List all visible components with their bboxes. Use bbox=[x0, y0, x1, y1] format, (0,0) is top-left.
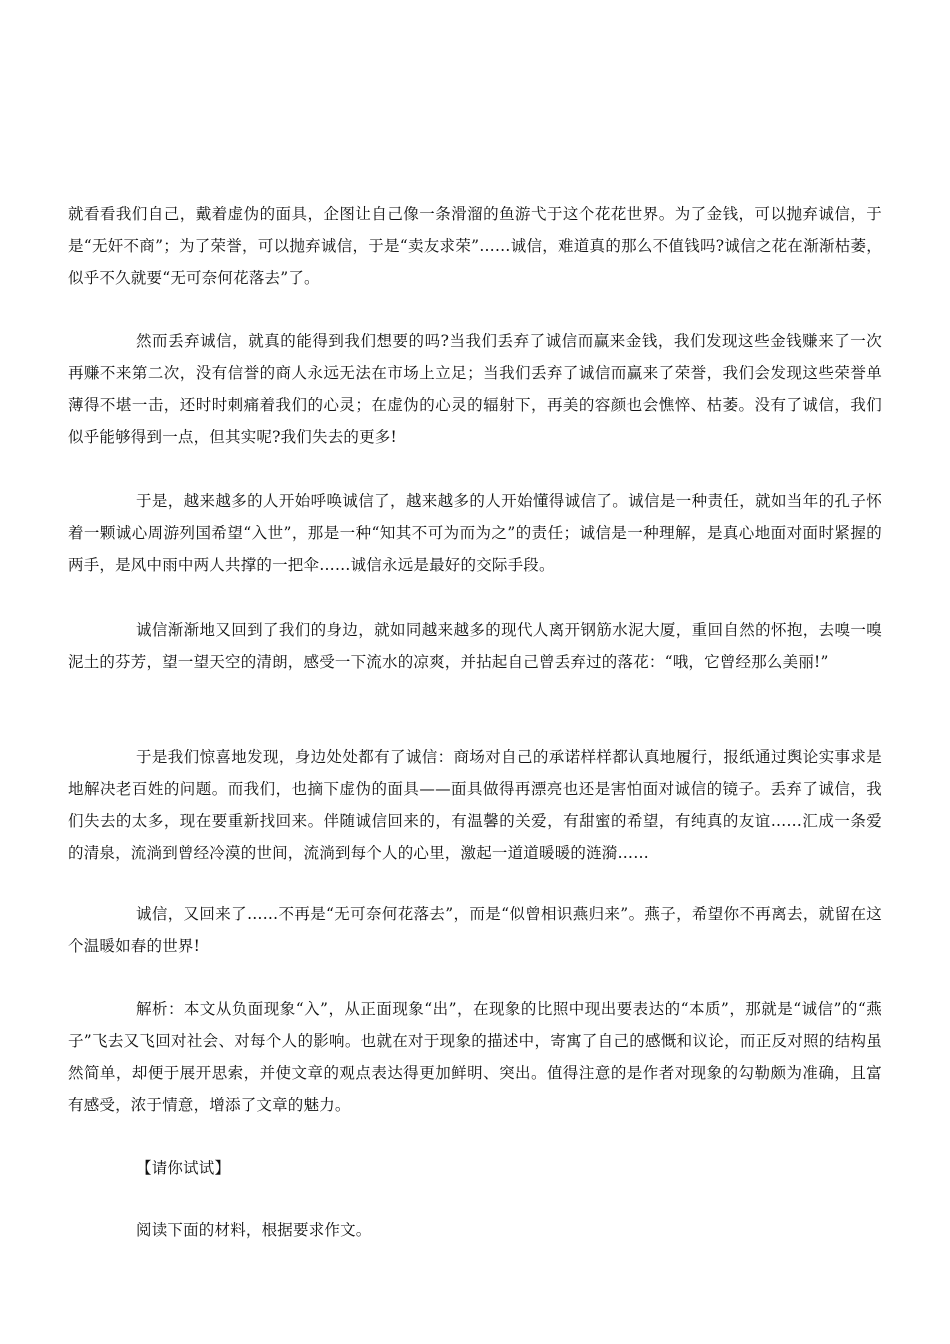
body-paragraph-5: 于是我们惊喜地发现，身边处处都有了诚信：商场对自己的承诺样样都认真地履行，报纸通过舆论实事求是地解决老百姓的问题。而我们，也摘下虚伪的面具——面具做得再漂亮也还是害怕面对诚信的镜子。丢弃了诚信，我们失去的太多，现在要重新找回来。伴随诚信回来的，有温馨的关爱，有甜蜜的希望，有纯真的友谊……汇成一条爱的清泉，流淌到曾经冷漠的世间，流淌到每个人的心里，激起一道道暖暖的涟漪…… bbox=[68, 748, 882, 862]
body-paragraph-4: 诚信渐渐地又回到了我们的身边，就如同越来越多的现代人离开钢筋水泥大厦，重回自然的怀抱，去嗅一嗅泥土的芬芳，望一望天空的清朗，感受一下流水的凉爽，并拈起自己曾丢弃过的落花：“哦，它曾经那么美丽!” bbox=[68, 621, 882, 671]
body-paragraph-1: 就看看我们自己，戴着虚伪的面具，企图让自己像一条滑溜的鱼游弋于这个花花世界。为了金钱，可以抛弃诚信，于是“无奸不商”；为了荣誉，可以抛弃诚信，于是“卖友求荣”……诚信，难道真的那么不值钱吗?诚信之花在渐渐枯萎，似乎不久就要“无可奈何花落去”了。 bbox=[68, 205, 882, 287]
instruction-paragraph: 阅读下面的材料，根据要求作文。 bbox=[136, 1221, 372, 1239]
body-paragraph-2: 然而丢弃诚信，就真的能得到我们想要的吗?当我们丢弃了诚信而赢来金钱，我们发现这些金钱赚来了一次再赚不来第二次，没有信誉的商人永远无法在市场上立足；当我们丢弃了诚信而赢来了荣誉，我们会发现这些荣誉单薄得不堪一击，还时时刺痛着我们的心灵；在虚伪的心灵的辐射下，再美的容颜也会憔悴、枯萎。没有了诚信，我们似乎能够得到一点，但其实呢?我们失去的更多! bbox=[68, 332, 882, 446]
section-heading-try: 【请你试试】 bbox=[136, 1159, 231, 1177]
body-paragraph-6: 诚信，又回来了……不再是“无可奈何花落去”，而是“似曾相识燕归来”。燕子，希望你不再离去，就留在这个温暖如春的世界! bbox=[68, 905, 882, 955]
body-paragraph-3: 于是，越来越多的人开始呼唤诚信了，越来越多的人开始懂得诚信了。诚信是一种责任，就如当年的孔子怀着一颗诚心周游列国希望“入世”，那是一种“知其不可为而为之”的责任；诚信是一种理解，是真心地面对面时紧握的两手，是风中雨中两人共撑的一把伞……诚信永远是最好的交际手段。 bbox=[68, 492, 882, 574]
analysis-paragraph: 解析：本文从负面现象“入”，从正面现象“出”，在现象的比照中现出要表达的“本质”，那就是“诚信”的“燕子”飞去又飞回对社会、对每个人的影响。也就在对于现象的描述中，寄寓了自己的感慨和议论，而正反对照的结构虽然简单，却便于展开思索，并使文章的观点表达得更加鲜明、突出。值得注意的是作者对现象的勾勒颇为准确，且富有感受，浓于情意，增添了文章的魅力。 bbox=[68, 1000, 882, 1114]
